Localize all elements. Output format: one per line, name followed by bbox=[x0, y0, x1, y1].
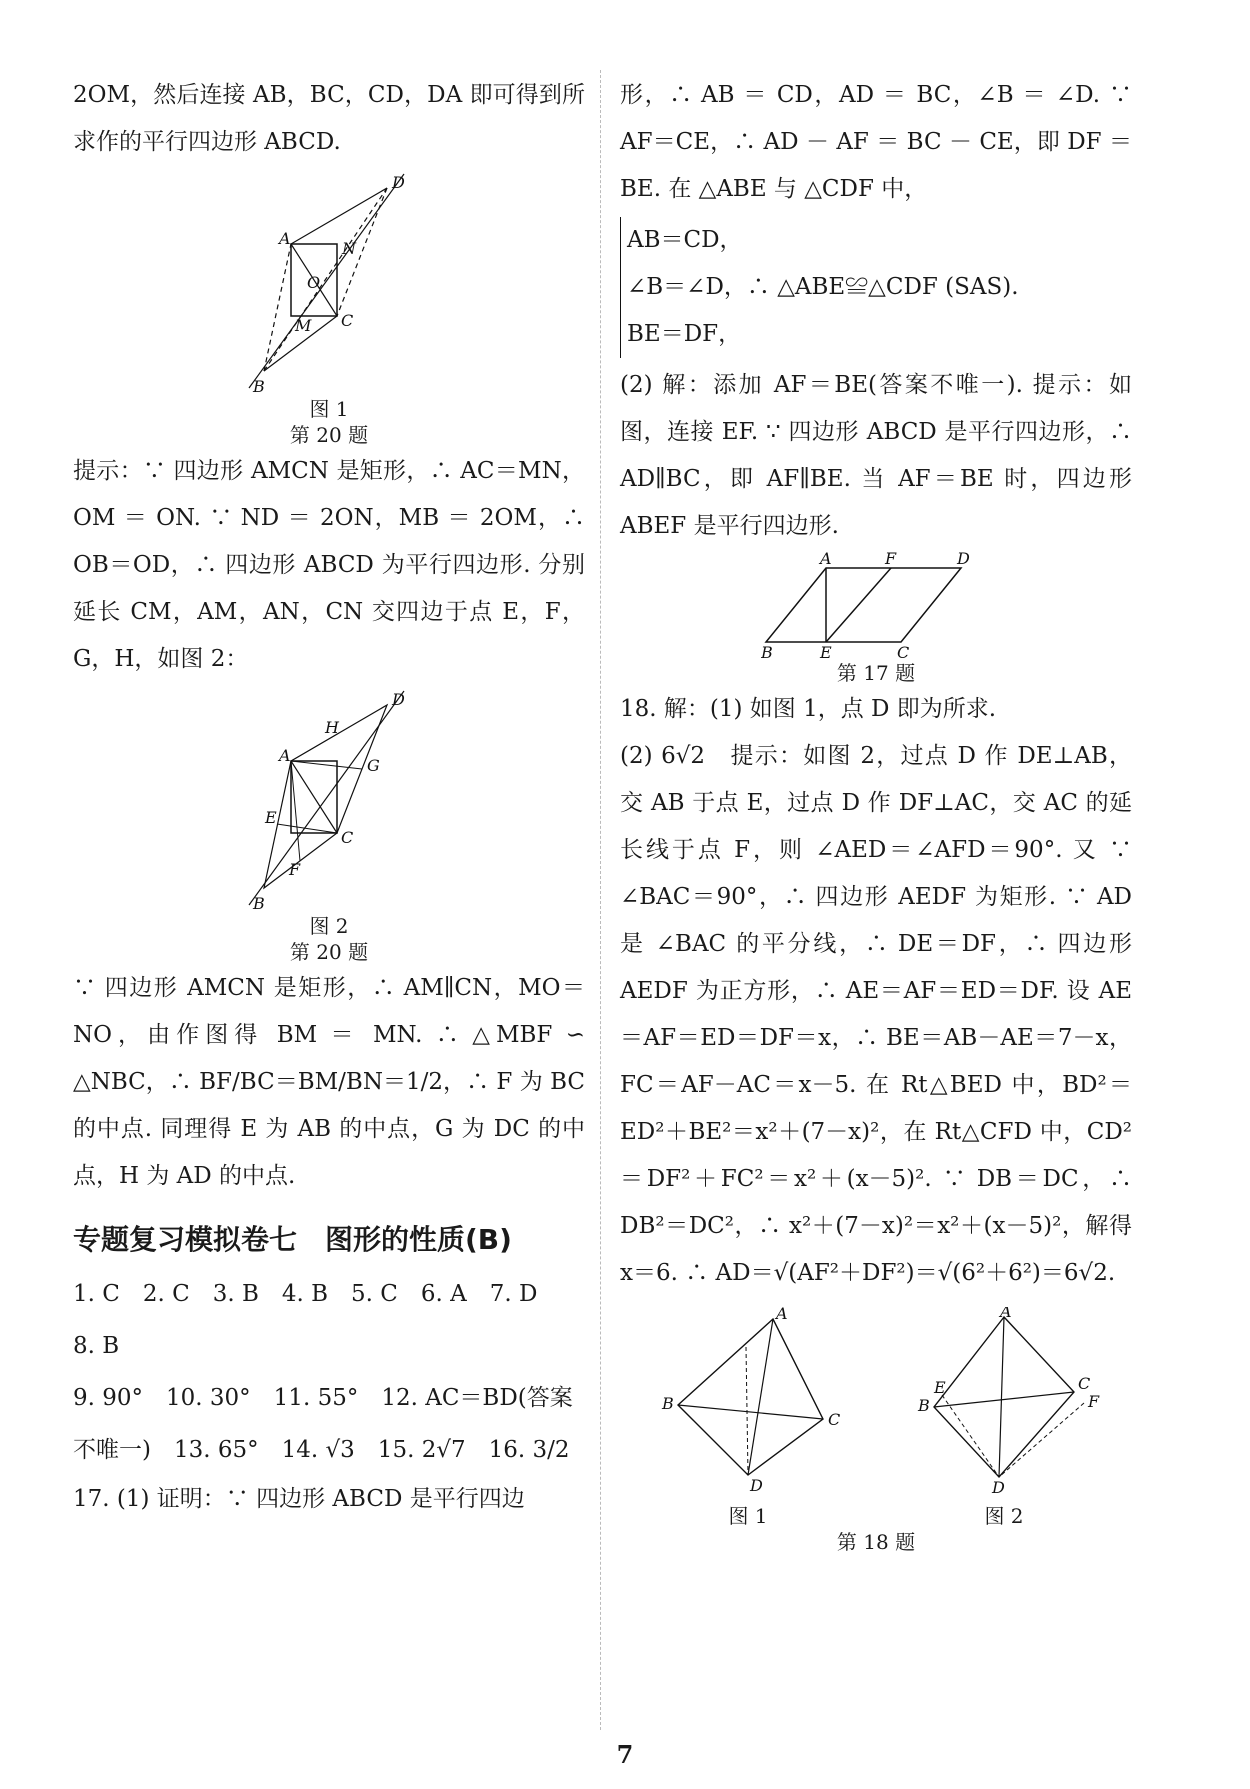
system-line-2: ∠B＝∠D，∴ △ABE≌△CDF (SAS). bbox=[627, 274, 1019, 300]
left-paragraph-3: ∵ 四边形 AMCN 是矩形，∴ AM∥CN，MO＝NO，由作图得 BM ＝ MN. ∴ △MBF ∽ △NBC，∴ BF/BC＝BM/BN＝1/2，∴ F 为 BC 的中点. 同理得 E 为 AB 的中点，G 为 DC 的中点，H 为 AD 的中点. bbox=[73, 975, 585, 1189]
svg-text:C: C bbox=[897, 643, 910, 660]
svg-text:D: D bbox=[750, 1476, 763, 1495]
right-paragraph-2: (2) 解：添加 AF＝BE(答案不唯一). 提示：如图，连接 EF. ∵ 四边形 ABCD 是平行四边形，∴ AD∥BC，即 AF∥BE. 当 AF＝BE 时，四边形 ABEF 是平行四边形. bbox=[620, 372, 1132, 539]
figure-18-1-wrap bbox=[648, 1307, 848, 1529]
left-paragraph-4: 17. (1) 证明：∵ 四边形 ABCD 是平行四边 bbox=[73, 1486, 525, 1512]
svg-text:M: M bbox=[295, 316, 312, 335]
equation-system bbox=[620, 217, 1132, 358]
page-number: 7 bbox=[616, 1740, 634, 1769]
figure-20-2-caption: 第 20 题 bbox=[289, 940, 369, 964]
svg-text:G: G bbox=[367, 756, 380, 775]
svg-text:E: E bbox=[265, 808, 277, 827]
right-paragraph-3: 18. 解：(1) 如图 1，点 D 即为所求. bbox=[620, 696, 997, 722]
right-paragraph-1: 形，∴ AB ＝ CD，AD ＝ BC，∠B ＝ ∠D. ∵ AF＝CE，∴ AD － AF ＝ BC － CE，即 DF ＝ BE. 在 △ABE 与 △CDF 中， bbox=[620, 82, 1132, 202]
figure-17 bbox=[761, 550, 991, 660]
svg-text:B: B bbox=[761, 643, 773, 660]
svg-text:E: E bbox=[820, 643, 832, 660]
answers-line-1: 1. C 2. C 3. B 4. B 5. C 6. A 7. D bbox=[73, 1281, 538, 1307]
svg-text:A: A bbox=[279, 746, 291, 765]
svg-text:D: D bbox=[392, 690, 405, 709]
figure-18-group bbox=[620, 1307, 1132, 1529]
svg-text:H: H bbox=[325, 718, 339, 737]
figure-20-1-label: 图 1 bbox=[309, 397, 349, 421]
svg-text:C: C bbox=[828, 1410, 841, 1429]
svg-text:F: F bbox=[885, 550, 897, 568]
svg-text:A: A bbox=[1000, 1307, 1012, 1321]
figure-20-1-caption: 第 20 题 bbox=[289, 423, 369, 447]
svg-text:E: E bbox=[934, 1378, 946, 1397]
answers-line-2: 8. B bbox=[73, 1333, 120, 1359]
left-paragraph-1: 2OM，然后连接 AB，BC，CD，DA 即可得到所求作的平行四边形 ABCD. bbox=[73, 82, 585, 155]
svg-text:N: N bbox=[342, 239, 356, 258]
figure-20-2-label: 图 2 bbox=[309, 914, 349, 938]
figure-18-2-label: 图 2 bbox=[984, 1504, 1024, 1528]
svg-text:B: B bbox=[918, 1396, 930, 1415]
svg-text:D: D bbox=[992, 1478, 1005, 1497]
right-column bbox=[620, 72, 1132, 1555]
svg-text:O: O bbox=[307, 273, 321, 292]
svg-text:A: A bbox=[776, 1307, 788, 1323]
left-paragraph-2: 提示：∵ 四边形 AMCN 是矩形，∴ AC＝MN，OM ＝ ON. ∵ ND ＝ 2ON，MB ＝ 2OM，∴ OB＝OD，∴ 四边形 ABCD 为平行四边形. 分别延长 CM，AM，AN，CN 交四边于点 E，F，G，H，如图 2： bbox=[73, 458, 585, 672]
answers-line-3: 9. 90° 10. 30° 11. 55° 12. AC＝BD(答案不唯一) 13. 65° 14. √3 15. 2√7 16. 3/2 bbox=[73, 1385, 573, 1463]
figure-20-2 bbox=[229, 683, 429, 913]
svg-text:C: C bbox=[341, 828, 354, 847]
figure-18-2-wrap bbox=[904, 1307, 1104, 1529]
figure-18-caption: 第 18 题 bbox=[836, 1530, 916, 1554]
figure-18-2 bbox=[904, 1307, 1104, 1497]
figure-18-1-label: 图 1 bbox=[728, 1504, 768, 1528]
svg-text:F: F bbox=[1088, 1392, 1100, 1411]
svg-text:C: C bbox=[1078, 1374, 1091, 1393]
section-title: 专题复习模拟卷七 图形的性质(B) bbox=[73, 1223, 512, 1256]
svg-text:D: D bbox=[957, 550, 970, 568]
right-paragraph-4: (2) 6√2 提示：如图 2，过点 D 作 DE⊥AB，交 AB 于点 E，过点 D 作 DF⊥AC，交 AC 的延长线于点 F，则 ∠AED＝∠AFD＝90°. 又 ∵ ∠BAC＝90°，∴ 四边形 AEDF 为矩形. ∵ AD 是 ∠BAC 的平分线，∴ DE＝DF，∴ 四边形 AEDF 为正方形，∴ AE＝AF＝ED＝DF. 设 AE＝AF＝ED＝DF＝x，∴ BE＝AB－AE＝7－x，FC＝AF－AC＝x－5. 在 Rt△BED 中，BD²＝ED²＋BE²＝x²＋(7－x)²，在 Rt△CFD 中，CD²＝DF²＋FC²＝x²＋(x－5)². ∵ DB＝DC，∴ DB²＝DC²，∴ x²＋(7－x)²＝x²＋(x－5)²，解得 x＝6. ∴ AD＝√(AF²＋DF²)＝√(6²＋6²)＝6√2. bbox=[620, 743, 1132, 1286]
figure-17-caption: 第 17 题 bbox=[836, 661, 916, 685]
svg-text:D: D bbox=[392, 173, 405, 192]
column-divider bbox=[600, 70, 601, 1730]
figure-20-1 bbox=[229, 166, 429, 396]
svg-text:C: C bbox=[341, 311, 354, 330]
svg-text:B: B bbox=[253, 894, 265, 913]
system-line-1: AB＝CD， bbox=[627, 227, 743, 253]
system-line-3: BE＝DF， bbox=[627, 321, 742, 347]
svg-text:A: A bbox=[279, 229, 291, 248]
figure-18-1 bbox=[648, 1307, 848, 1497]
svg-text:F: F bbox=[289, 860, 301, 879]
svg-text:B: B bbox=[253, 377, 265, 396]
svg-text:B: B bbox=[662, 1394, 674, 1413]
svg-text:A: A bbox=[820, 550, 832, 568]
left-column bbox=[73, 72, 585, 1523]
